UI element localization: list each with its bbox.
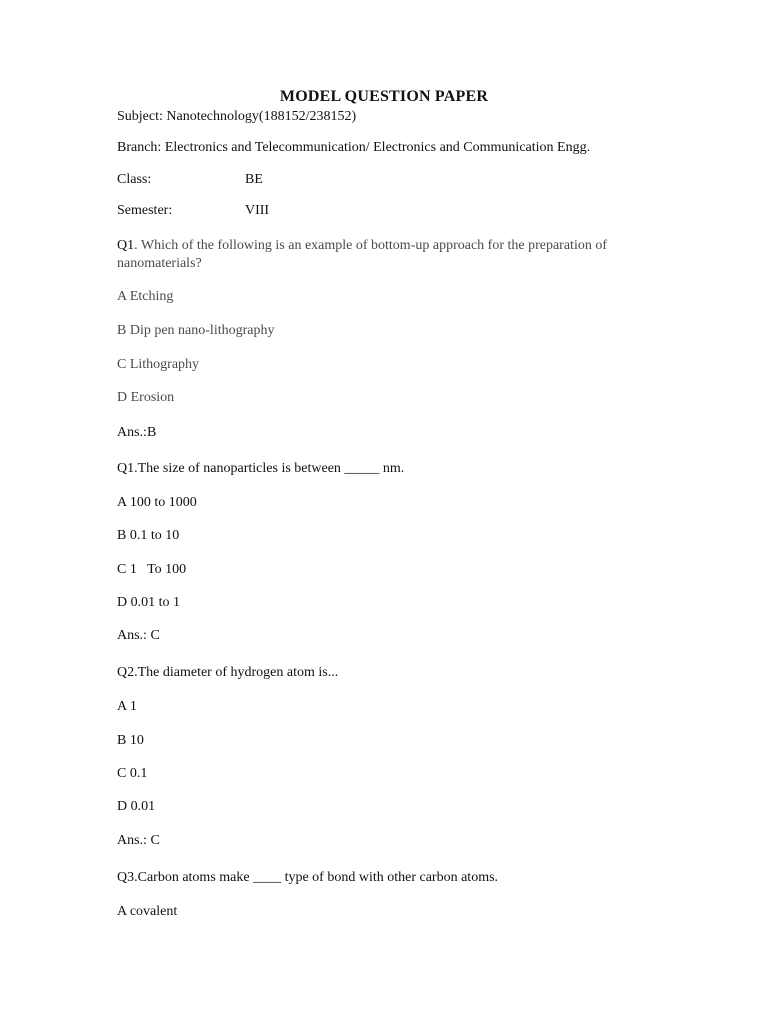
question-3-option-c: C 0.1 <box>117 766 148 781</box>
question-3-option-a: A 1 <box>117 699 137 714</box>
question-1-option-b: B Dip pen nano-lithography <box>117 323 275 338</box>
question-2-text: Q1.The size of nanoparticles is between _____ nm. <box>117 461 405 476</box>
branch-line: Branch: Electronics and Telecommunication/ Electronics and Communication Engg. <box>117 140 591 155</box>
semester-value: VIII <box>245 203 270 218</box>
question-1-option-d: D Erosion <box>117 390 175 405</box>
question-2-answer: Ans.: C <box>117 628 160 643</box>
semester-label: Semester: <box>117 203 173 218</box>
question-4-text: Q3.Carbon atoms make ____ type of bond with other carbon atoms. <box>117 870 499 885</box>
question-1-option-c: C Lithography <box>117 357 200 372</box>
question-3-option-d: D 0.01 <box>117 799 156 814</box>
question-3-text: Q2.The diameter of hydrogen atom is... <box>117 665 339 680</box>
question-1-text <box>117 237 637 273</box>
question-4-option-a: A covalent <box>117 904 178 919</box>
question-2-option-d: D 0.01 to 1 <box>117 595 180 610</box>
question-1-body: . Which of the following is an example of bottom-up approach for the preparation of nanomaterials? <box>117 238 608 271</box>
question-2-option-b: B 0.1 to 10 <box>117 528 180 543</box>
question-2-option-c: C 1 To 100 <box>117 562 187 577</box>
class-label: Class: <box>117 172 152 187</box>
question-3-answer: Ans.: C <box>117 833 160 848</box>
question-3-option-b: B 10 <box>117 733 144 748</box>
page-title: MODEL QUESTION PAPER <box>279 88 489 105</box>
question-2-option-a: A 100 to 1000 <box>117 495 197 510</box>
question-1-number: Q1 <box>117 238 135 253</box>
question-1-option-a: A Etching <box>117 289 174 304</box>
class-value: BE <box>245 172 263 187</box>
question-1-answer: Ans.:B <box>117 425 157 440</box>
subject-line: Subject: Nanotechnology(188152/238152) <box>117 109 357 124</box>
